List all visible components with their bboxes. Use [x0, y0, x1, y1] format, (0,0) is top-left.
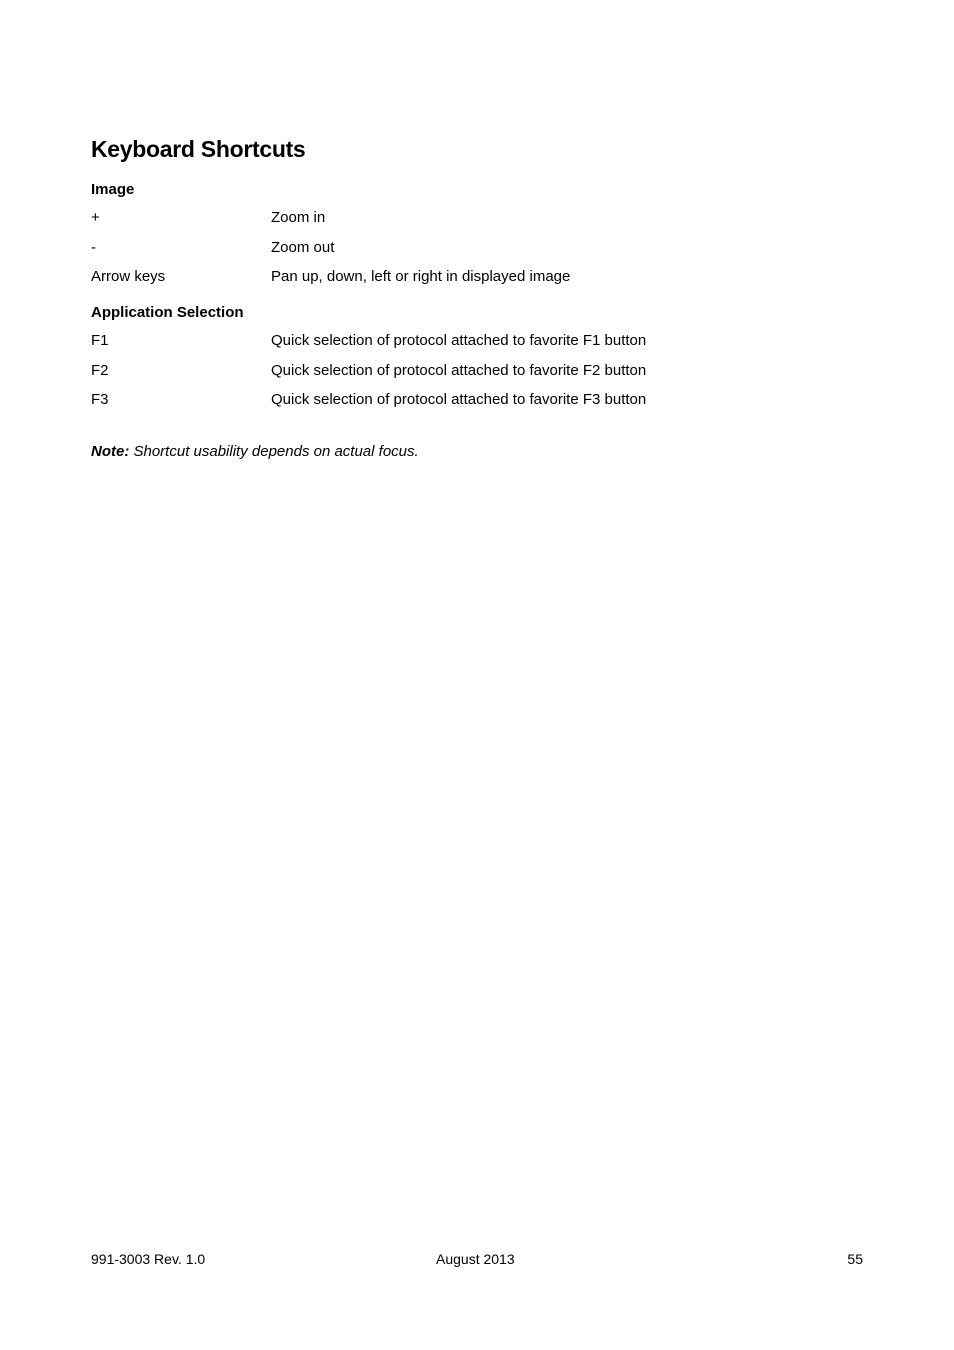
shortcut-row-arrow-keys — [91, 268, 791, 290]
shortcut-description: Zoom in — [271, 209, 326, 226]
note — [91, 443, 419, 460]
shortcut-row-f3 — [91, 391, 791, 413]
shortcut-key: F3 — [91, 391, 109, 408]
section-heading-application-selection: Application Selection — [91, 304, 244, 321]
shortcut-row-zoom-out — [91, 239, 791, 261]
shortcut-row-f2 — [91, 362, 791, 384]
note-text: Shortcut usability depends on actual focus. — [129, 443, 419, 460]
section-heading-image: Image — [91, 181, 135, 198]
shortcut-key: - — [91, 239, 96, 256]
shortcut-key: + — [91, 209, 100, 226]
shortcut-key: F2 — [91, 362, 109, 379]
footer-page-number: 55 — [847, 1251, 863, 1267]
shortcut-description: Pan up, down, left or right in displayed image — [271, 268, 571, 285]
shortcut-row-zoom-in — [91, 209, 791, 231]
shortcut-row-f1 — [91, 332, 791, 354]
note-label: Note: — [91, 443, 130, 460]
footer-doc-number: 991-3003 Rev. 1.0 — [91, 1251, 206, 1267]
footer-date: August 2013 — [436, 1251, 515, 1267]
shortcut-key: Arrow keys — [91, 268, 166, 285]
page-title: Keyboard Shortcuts — [91, 136, 306, 162]
shortcut-key: F1 — [91, 332, 109, 349]
shortcut-description: Quick selection of protocol attached to favorite F2 button — [271, 362, 647, 379]
shortcut-description: Zoom out — [271, 239, 335, 256]
shortcut-description: Quick selection of protocol attached to favorite F3 button — [271, 391, 647, 408]
shortcut-description: Quick selection of protocol attached to favorite F1 button — [271, 332, 647, 349]
